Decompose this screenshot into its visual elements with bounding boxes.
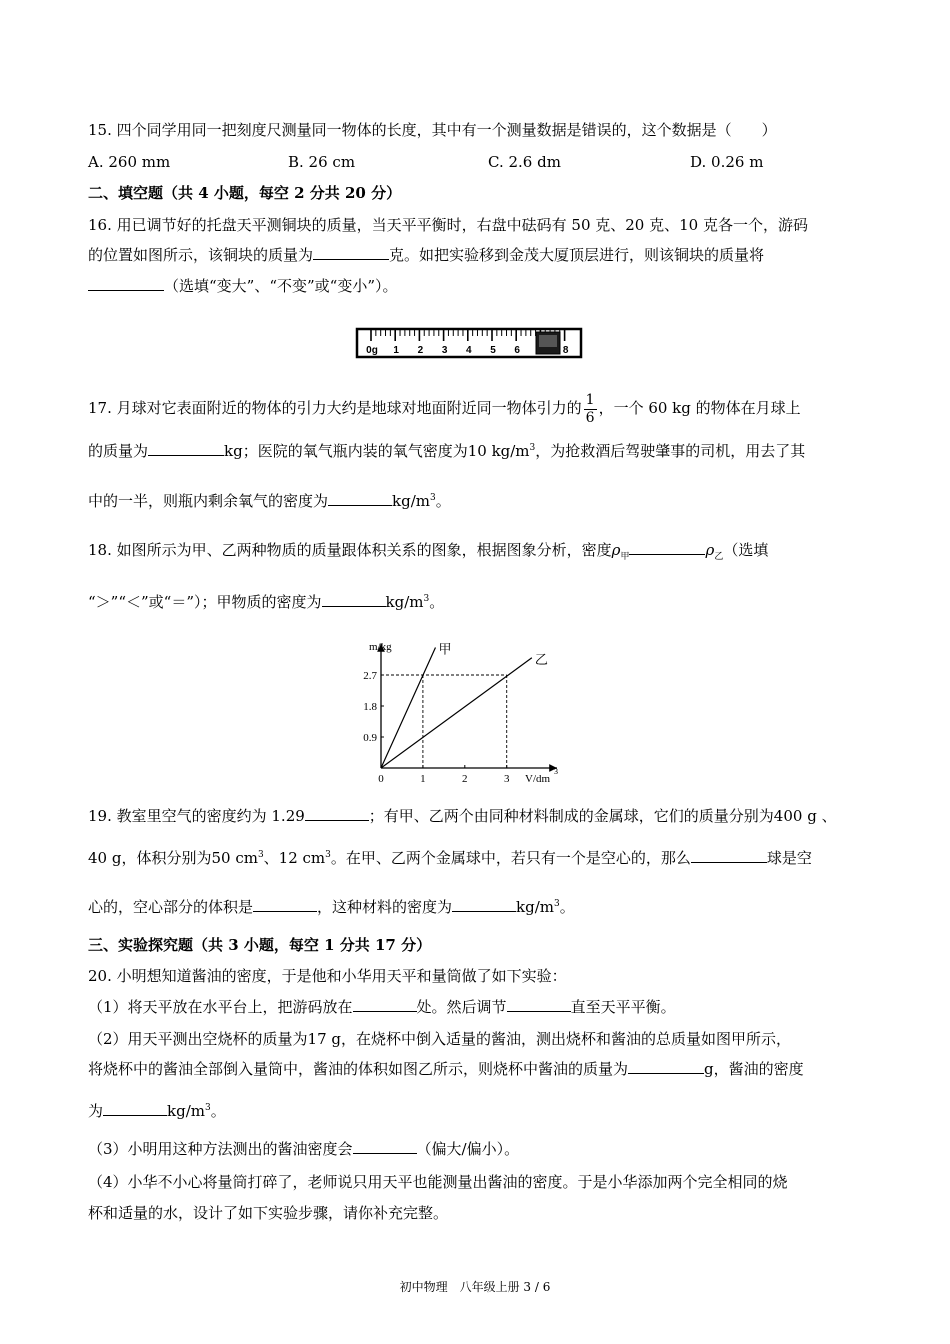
q20-blank-bias[interactable] [353, 1139, 417, 1154]
ruler-label: 2 [417, 345, 424, 356]
q20-step-4-line-1: （4）小华不小心将量筒打碎了，老师说只用天平也能测量出酱油的密度。于是小华添加两个完全相同的烧 [88, 1173, 788, 1191]
ruler-label: 0g [366, 345, 378, 356]
q20-step-2-line-2: 将烧杯中的酱油全部倒入量筒中，酱油的体积如图乙所示，则烧杯中酱油的质量为 g，酱油的密度 [88, 1060, 804, 1078]
page-footer: 初中物理 八年级上册 3 / 6 [399, 1280, 551, 1294]
series-label: 乙 [534, 651, 548, 667]
x-tick-label: 3 [503, 773, 510, 785]
q17-blank-density[interactable] [328, 491, 392, 506]
q15-stem: 15. 四个同学用同一把刻度尺测量同一物体的长度，其中有一个测量数据是错误的，这个数据是（ ） [88, 121, 777, 139]
ruler-label: 6 [514, 345, 520, 356]
ruler-label: 8 [562, 345, 569, 356]
ruler-label: 5 [490, 345, 496, 356]
q16-blank-mass[interactable] [313, 245, 389, 260]
q16-line-1: 16. 用已调节好的托盘天平测铜块的质量，当天平平衡时，右盘中砝码有 50 克、20 克、10 克各一个，游码 [88, 216, 808, 234]
mass-volume-chart [355, 636, 565, 788]
q17-line-2: 的质量为 kg；医院的氧气瓶内装的氧气密度为10 $kg/m^3$，为抢救酒后驾驶肇事的司机，用去了其 [88, 442, 806, 460]
q17-fraction: $\frac{1}{6}$ [585, 391, 595, 426]
q15-option-c: C. 2.6 dm [488, 153, 561, 171]
q20-blank-adjust[interactable] [507, 997, 571, 1012]
y-tick-label: 1.8 [363, 701, 377, 713]
q20-blank-soy-mass[interactable] [628, 1059, 704, 1074]
q15-option-a: A. 260 mm [88, 153, 171, 171]
section-2-title: 二、填空题（共 4 小题，每空 2 分共 20 分） [88, 184, 402, 202]
ruler-label: 1 [393, 345, 399, 356]
ruler-label: 3 [441, 345, 448, 356]
y-axis-label: m/kg [369, 641, 392, 653]
q20-step-2-line-3: 为 $kg/m^3$。 [88, 1102, 226, 1120]
series-line-yi [381, 658, 532, 768]
rider-ruler-figure [355, 325, 585, 361]
q16-line-3: （选填“变大”、“不变”或“变小”）。 [88, 276, 398, 296]
q19-line-2: 40 g，体积分别为50 $cm^3$、12 $cm^3$。在甲、乙两个金属球中，若只有一个是空心的，那么 球是空 [88, 849, 812, 867]
series-label: 甲 [438, 641, 452, 657]
ruler-label: 4 [466, 345, 472, 356]
q15-option-d: D. 0.26 m [690, 153, 764, 171]
q19-line-3: 心的，空心部分的体积是 ，这种材料的密度为 $kg/m^3$。 [88, 898, 575, 916]
q18-line-1: 18. 如图所示为甲、乙两种物质的质量跟体积关系的图象，根据图象分析，密度$\rho_甲$ $\rho_乙$（选填 [88, 541, 769, 562]
x-axis-label: V/dm [525, 773, 551, 785]
q19-line-1: 19. 教室里空气的密度约为 1.29 ；有甲、乙两个由同种材料制成的金属球，它们的质量分别为400 g 、 [88, 807, 837, 825]
y-tick-label: 0.9 [363, 732, 377, 744]
x-tick-label: 0 [378, 773, 384, 785]
q19-blank-hollow-ball[interactable] [691, 848, 767, 863]
q17-blank-moon-mass[interactable] [148, 441, 224, 456]
q18-blank-compare[interactable] [629, 540, 705, 555]
q18-blank-density[interactable] [322, 592, 386, 607]
q19-blank-hollow-volume[interactable] [253, 897, 317, 912]
q20-step-4-line-2: 杯和适量的水，设计了如下实验步骤，请你补充完整。 [88, 1204, 449, 1222]
q18-line-2: “＞”“＜”或“＝”）；甲物质的密度为 $kg/m^3$。 [88, 593, 445, 611]
q16-blank-change[interactable] [88, 276, 164, 291]
q20-step-2-line-1: （2）用天平测出空烧杯的质量为17 g，在烧杯中倒入适量的酱油，测出烧杯和酱油的总质量如图甲所示， [88, 1030, 792, 1048]
q17-line-1: 17. 月球对它表面附近的物体的引力大约是地球对地面附近同一物体引力的 $\frac{1}{6}$ ，一个 60 kg 的物体在月球上 [88, 391, 801, 426]
q19-blank-unit[interactable] [305, 806, 369, 821]
section-3-title: 三、实验探究题（共 3 小题，每空 1 分共 17 分） [88, 936, 432, 954]
x-tick-label: 2 [462, 773, 468, 785]
q20-line-1: 20. 小明想知道酱油的密度，于是他和小华用天平和量筒做了如下实验： [88, 967, 567, 985]
q20-blank-soy-density[interactable] [103, 1101, 167, 1116]
y-tick-label: 2.7 [363, 670, 377, 682]
q15-option-b: B. 26 cm [288, 153, 356, 171]
q16-line-2: 的位置如图所示，该铜块的质量为 克。如把实验移到金茂大厦顶层进行，则该铜块的质量将 [88, 246, 765, 264]
q17-line-3: 中的一半，则瓶内剩余氧气的密度为 $kg/m^3$。 [88, 492, 451, 510]
x-axis-label-sup: 3 [554, 767, 558, 776]
x-tick-label: 1 [420, 773, 426, 785]
q20-blank-rider-position[interactable] [353, 997, 417, 1012]
q15-options [88, 152, 866, 172]
series-line-jia [381, 647, 435, 768]
q20-step-3: （3）小明用这种方法测出的酱油密度会 （偏大/偏小）。 [88, 1140, 520, 1158]
q19-blank-material-density[interactable] [452, 897, 516, 912]
q20-step-1: （1）将天平放在水平台上，把游码放在 处。然后调节 直至天平平衡。 [88, 998, 676, 1016]
